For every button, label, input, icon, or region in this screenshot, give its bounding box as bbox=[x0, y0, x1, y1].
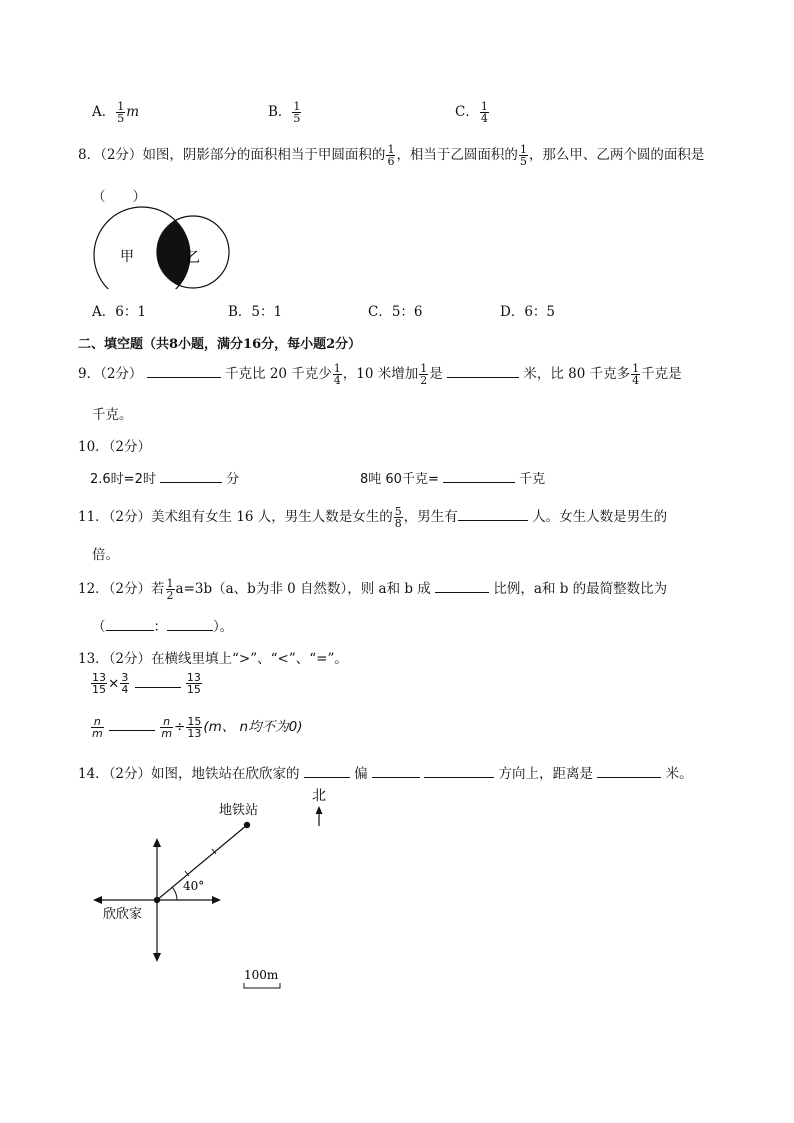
blank bbox=[147, 365, 221, 378]
blank bbox=[447, 365, 519, 378]
blank bbox=[424, 765, 494, 778]
station-label: 地铁站 bbox=[219, 803, 259, 818]
blank bbox=[372, 765, 420, 778]
north-arrow-head bbox=[316, 806, 323, 814]
label-jia: 甲 bbox=[120, 249, 134, 265]
q12-stem: 12．（2分）若 $\frac{1}{2}$ a=3b（a、b为非 0 自然数），则 a和 b 成 比例，a和 b 的最简整数比为 bbox=[78, 577, 668, 602]
angle-arc bbox=[172, 887, 177, 900]
q8-option-d: D．6：5 bbox=[500, 304, 556, 320]
q13-row-2: $\frac{n}{m}$ $\frac{n}{m}$ ÷ $\frac{15}{13}$ (m、 n均不为0) bbox=[92, 714, 303, 740]
q10-part-a: 2.6时=2时 分 bbox=[90, 472, 240, 487]
q10-stem: 10．（2分） bbox=[78, 439, 152, 455]
blank bbox=[109, 718, 155, 731]
blank bbox=[135, 675, 181, 688]
label-yi: 乙 bbox=[186, 250, 200, 266]
home-label: 欣欣家 bbox=[103, 907, 143, 922]
q7-option-a: A． $\frac{1}{5}$ m bbox=[92, 100, 140, 125]
q13-stem: 13．（2分）在横线里填上“>”、“<”、“=”。 bbox=[78, 651, 348, 667]
q12-ratio: （ ： ）。 bbox=[92, 619, 234, 635]
q9-tail: 千克。 bbox=[92, 407, 133, 423]
north-label: 北 bbox=[312, 788, 326, 804]
fraction: $\frac{1}{5}$ bbox=[117, 100, 125, 125]
blank bbox=[167, 618, 213, 631]
q8-option-b: B．5：1 bbox=[228, 304, 283, 320]
blank bbox=[304, 765, 350, 778]
station-point bbox=[244, 822, 250, 828]
q14-direction-map bbox=[85, 782, 345, 992]
q7-option-c: C． $\frac{1}{4}$ bbox=[455, 100, 488, 125]
blank bbox=[160, 470, 222, 483]
q8-paren: （ ） bbox=[92, 189, 146, 205]
fraction: $\frac{1}{5}$ bbox=[293, 100, 301, 125]
q11-stem: 11．（2分）美术组有女生 16 人，男生人数是女生的 $\frac{5}{8}$ ，男生有 人。女生人数是男生的 bbox=[78, 505, 668, 530]
q14-stem: 14．（2分）如图，地铁站在欣欣家的 偏 方向上，距离是 米。 bbox=[78, 766, 693, 782]
blank bbox=[435, 580, 489, 593]
blank bbox=[458, 508, 528, 521]
blank bbox=[106, 618, 154, 631]
q11-tail: 倍。 bbox=[92, 547, 119, 563]
fraction: $\frac{1}{4}$ bbox=[480, 100, 488, 125]
q8-venn-diagram bbox=[90, 205, 230, 289]
q8-option-a: A．6：1 bbox=[92, 304, 146, 320]
q8-option-c: C．5：6 bbox=[368, 304, 423, 320]
blank bbox=[443, 470, 515, 483]
scale-bar bbox=[244, 983, 280, 988]
q10-part-b: 8吨 60千克= 千克 bbox=[360, 472, 546, 487]
q8-stem: 8．（2分）如图，阴影部分的面积相当于甲圆面积的 $\frac{1}{6}$ ，相当于乙圆面积的 $\frac{1}{5}$ ，那么甲、乙两个圆的面积是 bbox=[78, 143, 705, 168]
q9-stem: 9．（2分） 千克比 20 千克少 $\frac{1}{4}$ ，10 米增加 $\frac{1}{2}$ 是 米，比 80 千克多 $\frac{1}{4}$ 千克是 bbox=[78, 362, 682, 387]
q7-option-b: B． $\frac{1}{5}$ bbox=[268, 100, 301, 125]
q13-row-1: $\frac{13}{15}$ × $\frac{3}{4}$ $\frac{13}{15}$ bbox=[92, 671, 201, 696]
home-point bbox=[154, 897, 160, 903]
blank bbox=[597, 765, 661, 778]
angle-label: 40° bbox=[183, 879, 205, 893]
section-title: 二、填空题（共8小题，满分16分，每小题2分） bbox=[78, 337, 362, 352]
scale-label: 100m bbox=[244, 968, 279, 982]
